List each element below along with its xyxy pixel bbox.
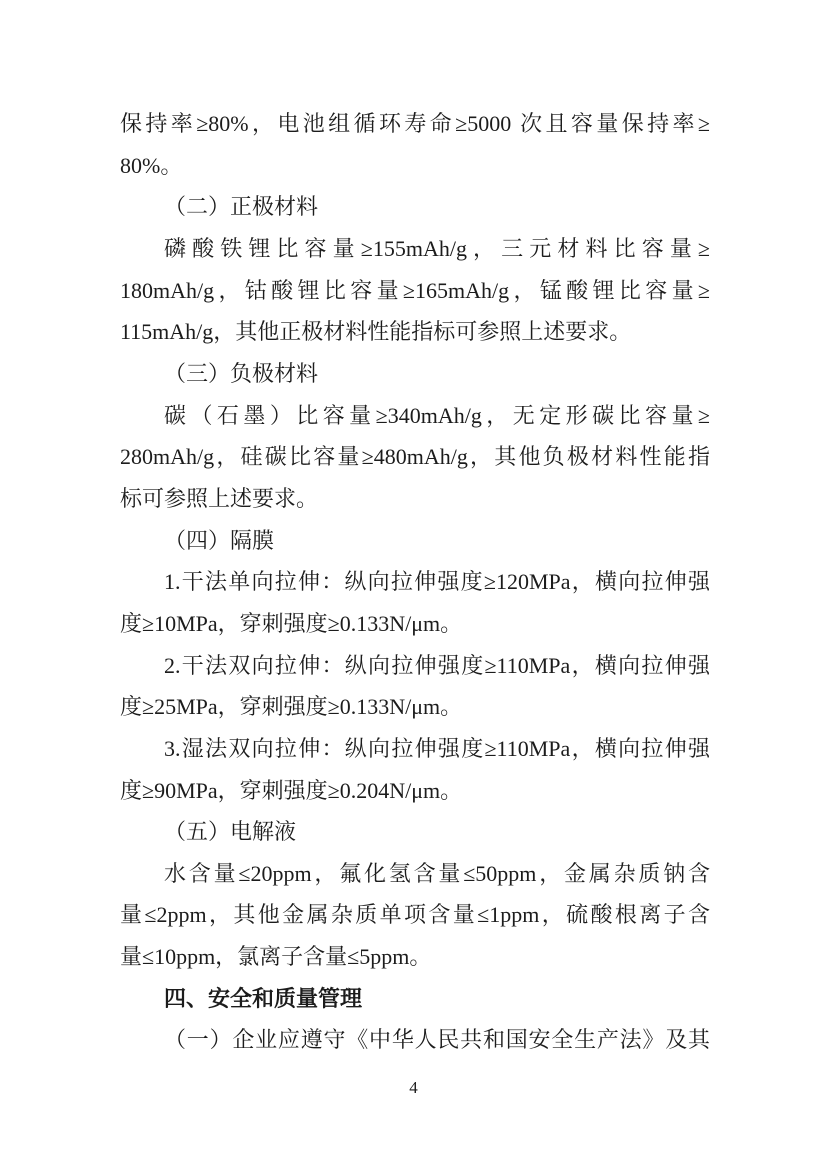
text-line-20: 量≤2ppm，其他金属杂质单项含量≤1ppm，硫酸根离子含	[120, 902, 710, 928]
section-heading-electrolyte: （五）电解液	[164, 819, 297, 845]
text-line-2: 80%。	[120, 152, 183, 178]
text-line-19: 水含量≤20ppm，氟化氢含量≤50ppm，金属杂质钠含	[164, 860, 710, 886]
text-line-15: 度≥25MPa，穿刺强度≥0.133N/μm。	[120, 694, 463, 720]
text-line-16: 3.湿法双向拉伸：纵向拉伸强度≥110MPa，横向拉伸强	[164, 735, 710, 761]
text-line-21: 量≤10ppm，氯离子含量≤5ppm。	[120, 944, 432, 970]
text-line-10: 标可参照上述要求。	[120, 485, 319, 511]
section-heading-cathode-materials: （二）正极材料	[164, 194, 319, 220]
section-heading-separator: （四）隔膜	[164, 527, 275, 553]
text-line-8: 碳（石墨）比容量≥340mAh/g，无定形碳比容量≥	[164, 402, 710, 428]
page-number: 4	[409, 1078, 418, 1097]
text-line-5: 180mAh/g，钴酸锂比容量≥165mAh/g，锰酸锂比容量≥	[120, 277, 710, 303]
text-line-1: 保持率≥80%，电池组循环寿命≥5000 次且容量保持率≥	[120, 111, 710, 136]
text-line-13: 度≥10MPa，穿刺强度≥0.133N/μm。	[120, 610, 463, 636]
text-line-14: 2.干法双向拉伸：纵向拉伸强度≥110MPa，横向拉伸强	[164, 652, 710, 678]
text-line-17: 度≥90MPa，穿刺强度≥0.204N/μm。	[120, 777, 463, 803]
document-body	[120, 103, 710, 1061]
text-line-23: （一）企业应遵守《中华人民共和国安全生产法》及其	[164, 1027, 710, 1053]
section-heading-anode-materials: （三）负极材料	[164, 360, 319, 386]
section-heading-safety-quality-management: 四、安全和质量管理	[164, 985, 363, 1011]
text-line-9: 280mAh/g，硅碳比容量≥480mAh/g，其他负极材料性能指	[120, 444, 710, 470]
text-line-12: 1.干法单向拉伸：纵向拉伸强度≥120MPa，横向拉伸强	[164, 569, 710, 595]
text-line-6: 115mAh/g，其他正极材料性能指标可参照上述要求。	[120, 319, 632, 345]
text-line-4: 磷酸铁锂比容量≥155mAh/g，三元材料比容量≥	[164, 235, 710, 261]
